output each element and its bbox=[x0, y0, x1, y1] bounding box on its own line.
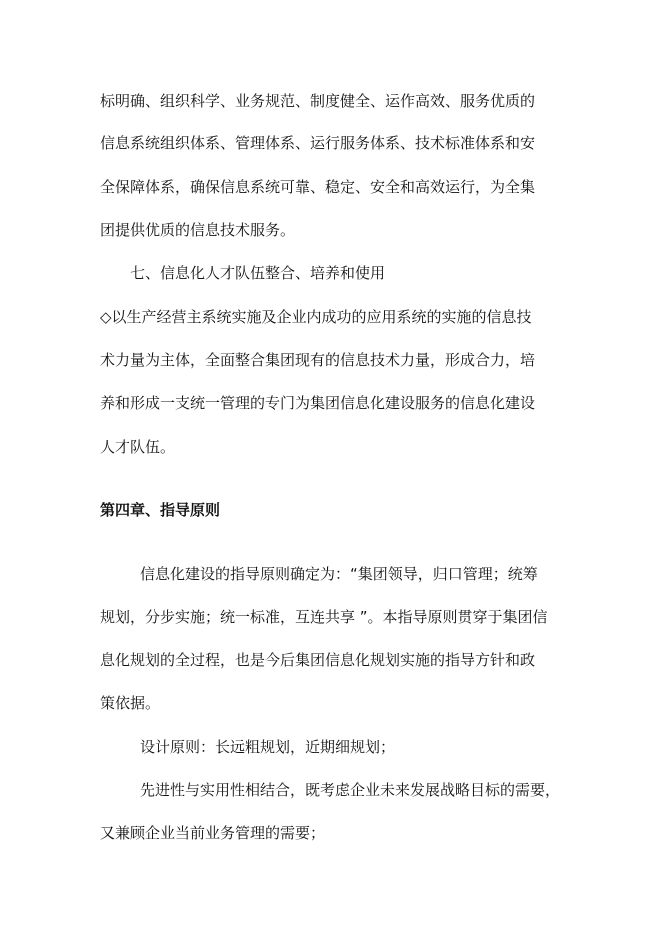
paragraph-line: 人才队伍。 bbox=[100, 438, 176, 456]
paragraph-line: 策依据。 bbox=[100, 694, 161, 712]
paragraph-line: 信息化建设的指导原则确定为：“集团领导，归口管理；统筹 bbox=[140, 565, 538, 583]
paragraph-line: 规划，分步实施；统一标准，互连共享 ”。本指导原则贯穿于集团信 bbox=[100, 608, 548, 626]
paragraph-line: 团提供优质的信息技术服务。 bbox=[100, 221, 296, 239]
paragraph-line: 信息系统组织体系、管理体系、运行服务体系、技术标准体系和安 bbox=[100, 134, 536, 152]
chapter-heading: 第四章、指导原则 bbox=[100, 501, 221, 519]
section-heading: 七、信息化人才队伍整合、培养和使用 bbox=[130, 264, 386, 282]
paragraph-line: 标明确、组织科学、业务规范、制度健全、运作高效、服务优质的 bbox=[100, 92, 536, 110]
paragraph-line: 设计原则：长远粗规划，近期细规划； bbox=[140, 738, 396, 756]
paragraph-line: 息化规划的全过程，也是今后集团信息化规划实施的指导方针和政 bbox=[100, 651, 536, 669]
paragraph-line: ◇以生产经营主系统实施及企业内成功的应用系统的实施的信息技 bbox=[100, 308, 532, 326]
paragraph-line: 又兼顾企业当前业务管理的需要； bbox=[100, 824, 326, 842]
paragraph-line: 全保障体系，确保信息系统可靠、稳定、安全和高效运行，为全集 bbox=[100, 178, 536, 196]
paragraph-line: 术力量为主体，全面整合集团现有的信息技术力量，形成合力，培 bbox=[100, 351, 536, 369]
paragraph-line: 先进性与实用性相结合，既考虑企业未来发展战略目标的需要， bbox=[140, 781, 561, 799]
paragraph-line: 养和形成一支统一管理的专门为集团信息化建设服务的信息化建设 bbox=[100, 394, 536, 412]
